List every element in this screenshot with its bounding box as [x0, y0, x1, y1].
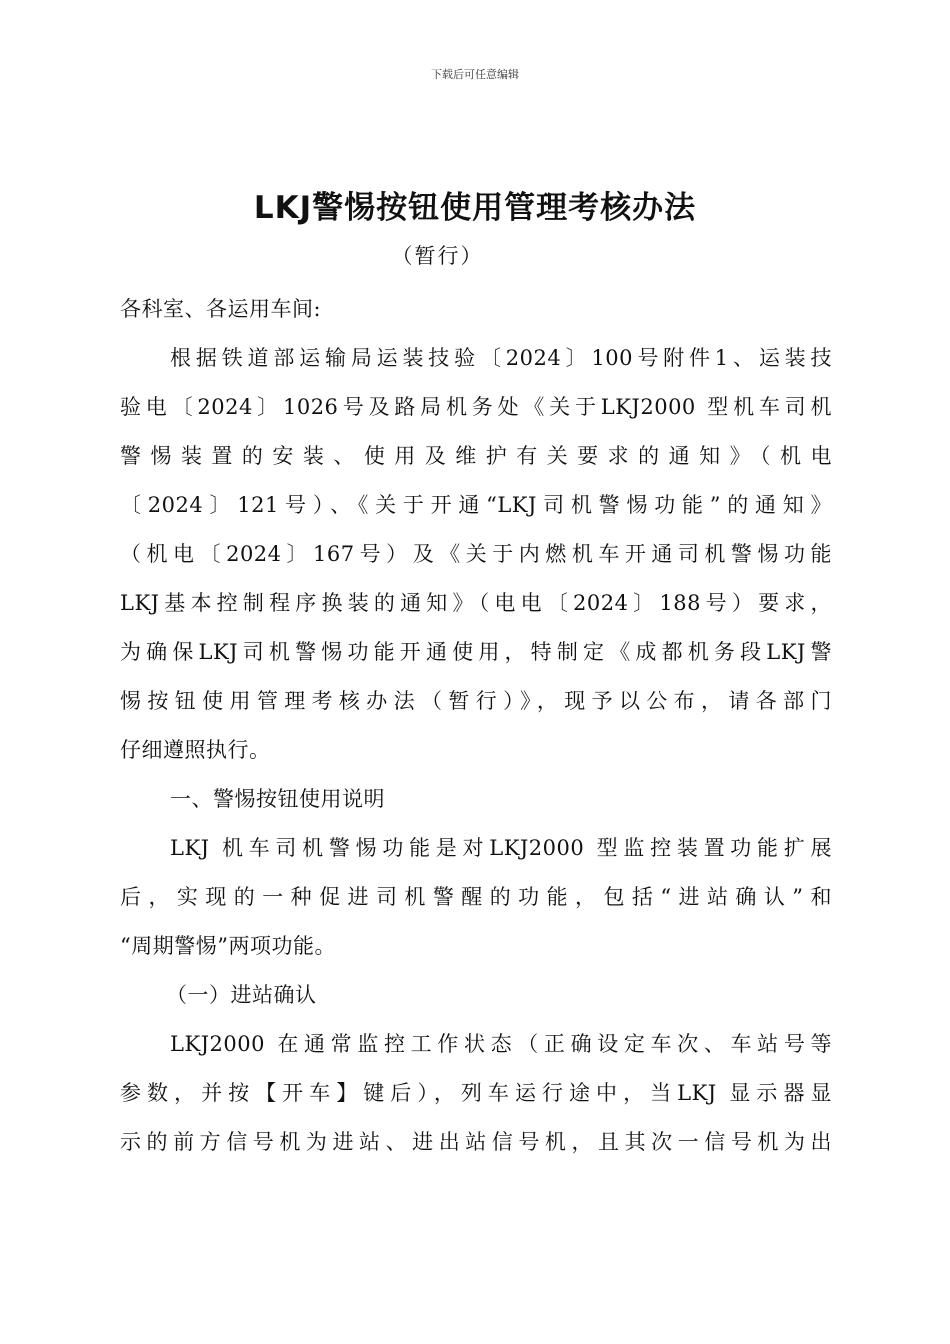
body-line: 验电〔2024〕1026号及路局机务处《关于LKJ2000 型机车司机 [120, 395, 832, 419]
body-line: （机电〔2024〕167号）及《关于内燃机车开通司机警惕功能 [120, 542, 832, 566]
body-line: 后，实现的一种促进司机警醒的功能，包括“进站确认”和 [120, 885, 832, 909]
body-line: 根据铁道部运输局运装技验〔2024〕100号附件1、运装技 [170, 346, 832, 370]
body-line: 仔细遵照执行。 [120, 738, 271, 762]
body-line: LKJ基本控制程序换装的通知》（电电〔2024〕188号）要求， [120, 591, 832, 615]
section-heading: 一、警惕按钮使用说明 [170, 787, 385, 811]
body-line: 为确保LKJ司机警惕功能开通使用，特制定《成都机务段LKJ警 [120, 640, 832, 664]
body-line: 参数，并按【开车】键后），列车运行途中，当LKJ 显示器显 [120, 1081, 832, 1105]
salutation-line: 各科室、各运用车间: [120, 297, 322, 321]
document-subtitle: （暂行） [391, 244, 484, 268]
body-line: 〔2024〕121号）、《关于开通“LKJ司机警惕功能”的通知》 [120, 493, 832, 517]
body-line: 示的前方信号机为进站、进出站信号机，且其次一信号机为出 [120, 1130, 832, 1154]
header-note: 下载后可任意编辑 [431, 68, 519, 81]
document-title: LKJ警惕按钮使用管理考核办法 [253, 190, 697, 226]
body-line: LKJ2000 在通常监控工作状态（正确设定车次、车站号等 [170, 1032, 832, 1056]
body-line: LKJ 机车司机警惕功能是对LKJ2000 型监控装置功能扩展 [170, 836, 832, 860]
body-line: 惕按钮使用管理考核办法（暂行）》，现予以公布，请各部门 [120, 689, 832, 713]
body-line: “周期警惕”两项功能。 [120, 934, 336, 958]
subsection-heading: （一）进站确认 [166, 983, 317, 1007]
document-body [120, 285, 832, 1167]
body-line: 警惕装置的安装、使用及维护有关要求的通知》（机电 [120, 444, 832, 468]
